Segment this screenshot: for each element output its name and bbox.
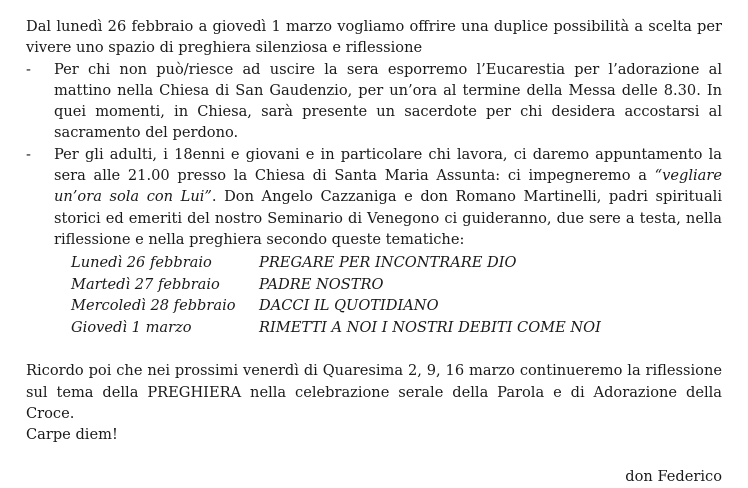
closing-paragraph: Ricordo poi che nei prossimi venerdì di Quaresima 2, 9, 16 marzo continueremo la riflessione sul tema della PREGHIERA nella celebrazione serale della Parola e di Adorazione della Croce. [26,362,722,422]
signature: don Federico [625,468,722,486]
evening-vigil-text-before: Per gli adulti, i 18enni e giovani e in particolare chi lavora, ci daremo appuntamento la sera alle 21.00 presso la Chiesa di Santa Maria Assunta: ci impegneremo a [54,145,722,185]
schedule-date: Mercoledì 28 febbraio [71,297,236,315]
schedule-row [71,252,722,274]
schedule-table [71,252,722,338]
list-dash: - [26,60,31,78]
schedule-theme: PADRE NOSTRO [259,275,384,293]
schedule-date: Lunedì 26 febbraio [71,254,212,272]
document-page [26,16,722,488]
schedule-theme: DACCI IL QUOTIDIANO [259,297,439,315]
schedule-row [71,274,722,296]
evening-vigil-text [54,144,722,250]
schedule-row [71,295,722,317]
schedule-date: Martedì 27 febbraio [71,275,220,293]
evening-vigil-text-after: . Don Angelo Cazzaniga e don Romano Martinelli, padri spirituali storici ed emeriti del nostro Seminario di Venegono ci guideranno, due sere a testa, nella riflessione e nella preghiera secondo queste tematiche: [54,188,722,248]
schedule-theme: PREGARE PER INCONTRARE DIO [259,254,517,272]
list-item-morning-adoration [26,59,722,144]
motto-line: Carpe diem! [26,426,118,444]
vigil-quote: “vegliare un’ora sola con Lui” [54,167,722,206]
intro-paragraph: Dal lunedì 26 febbraio a giovedì 1 marzo vogliamo offrire una duplice possibilità a scelta per vivere uno spazio di preghiera silenziosa e riflessione [26,18,722,57]
schedule-theme: RIMETTI A NOI I NOSTRI DEBITI COME NOI [259,318,601,336]
schedule-date: Giovedì 1 marzo [71,318,192,336]
list-item-evening-vigil [26,144,722,250]
list-dash: - [26,145,31,163]
morning-adoration-text: Per chi non può/riesce ad uscire la sera esporremo l’Eucarestia per l’adorazione al mattino nella Chiesa di San Gaudenzio, per un’ora al termine della Messa delle 8.30. In quei momenti, in Chiesa, sarà presente un sacerdote per chi desidera accostarsi al sacramento del perdono. [54,60,722,142]
schedule-row [71,317,722,339]
